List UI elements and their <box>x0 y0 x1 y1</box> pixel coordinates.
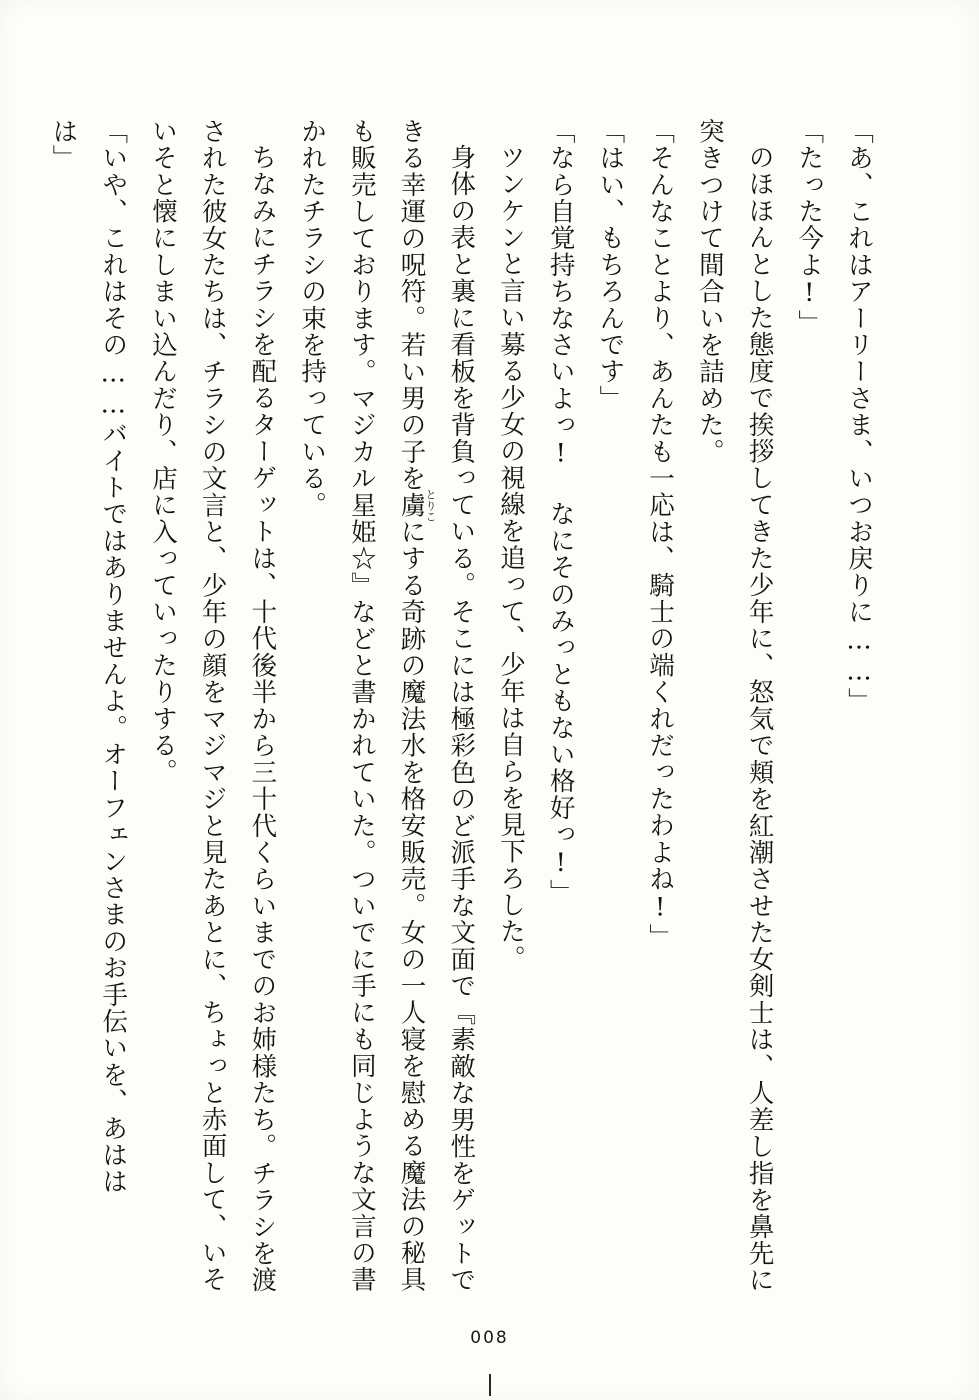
page-number: 008 <box>470 1328 509 1348</box>
paragraph-line-with-ruby: 身体の表と裏に看板を背負っている。そこには極彩色のど派手な文面で『素敵な男性をゲットできる幸運の呪符。若い男の子を虜とりこにする奇跡の魔法水を格安販売。女の一人寝を慰める魔法の秘具も販売しております。マジカル星姫☆』などと書かれていた。ついでに手にも同じような文言の書かれたチラシの束を持っている。 <box>297 118 477 1293</box>
spine-mark <box>489 1374 491 1396</box>
paragraph-line: ツンケンと言い募る少女の視線を追って、少年は自らを見下ろした。 <box>495 143 526 972</box>
paragraph-line: 「たった今よ!」 <box>794 118 825 337</box>
paragraph-line: 「はい、もちろんです」 <box>595 118 626 412</box>
paragraph-line: のほほんとした態度で挨拶してきた少年に、怒気で頬を紅潮させた女剣士は、人差し指を鼻先に突きつけて間合いを詰めた。 <box>694 118 775 1293</box>
paragraph-line: ちなみにチラシを配るターゲットは、十代後半から三十代くらいまでのお姉様たち。チラシを渡された彼女たちは、チラシの文言と、少年の顔をマジマジと見たあとに、ちょっと赤面して、いそいそと懐にしまい込んだり、店に入っていったりする。 <box>147 118 278 1293</box>
paragraph-line: 「あ、これはアーリーさま、いつお戻りに……」 <box>844 118 874 715</box>
paragraph-line: は」 <box>48 118 79 172</box>
paragraph-line: 「そんなことより、あんたも一応は、騎士の端くれだったわよね!」 <box>645 118 676 951</box>
paragraph-line: 「いや、これはその……バイトではありませんよ。オーフェンさまのお手伝いを、あはは <box>98 118 129 1195</box>
page-body-text <box>48 118 883 1293</box>
paragraph-line: 「なら自覚持ちなさいよっ! なにそのみっともない格好っ!」 <box>545 118 576 906</box>
